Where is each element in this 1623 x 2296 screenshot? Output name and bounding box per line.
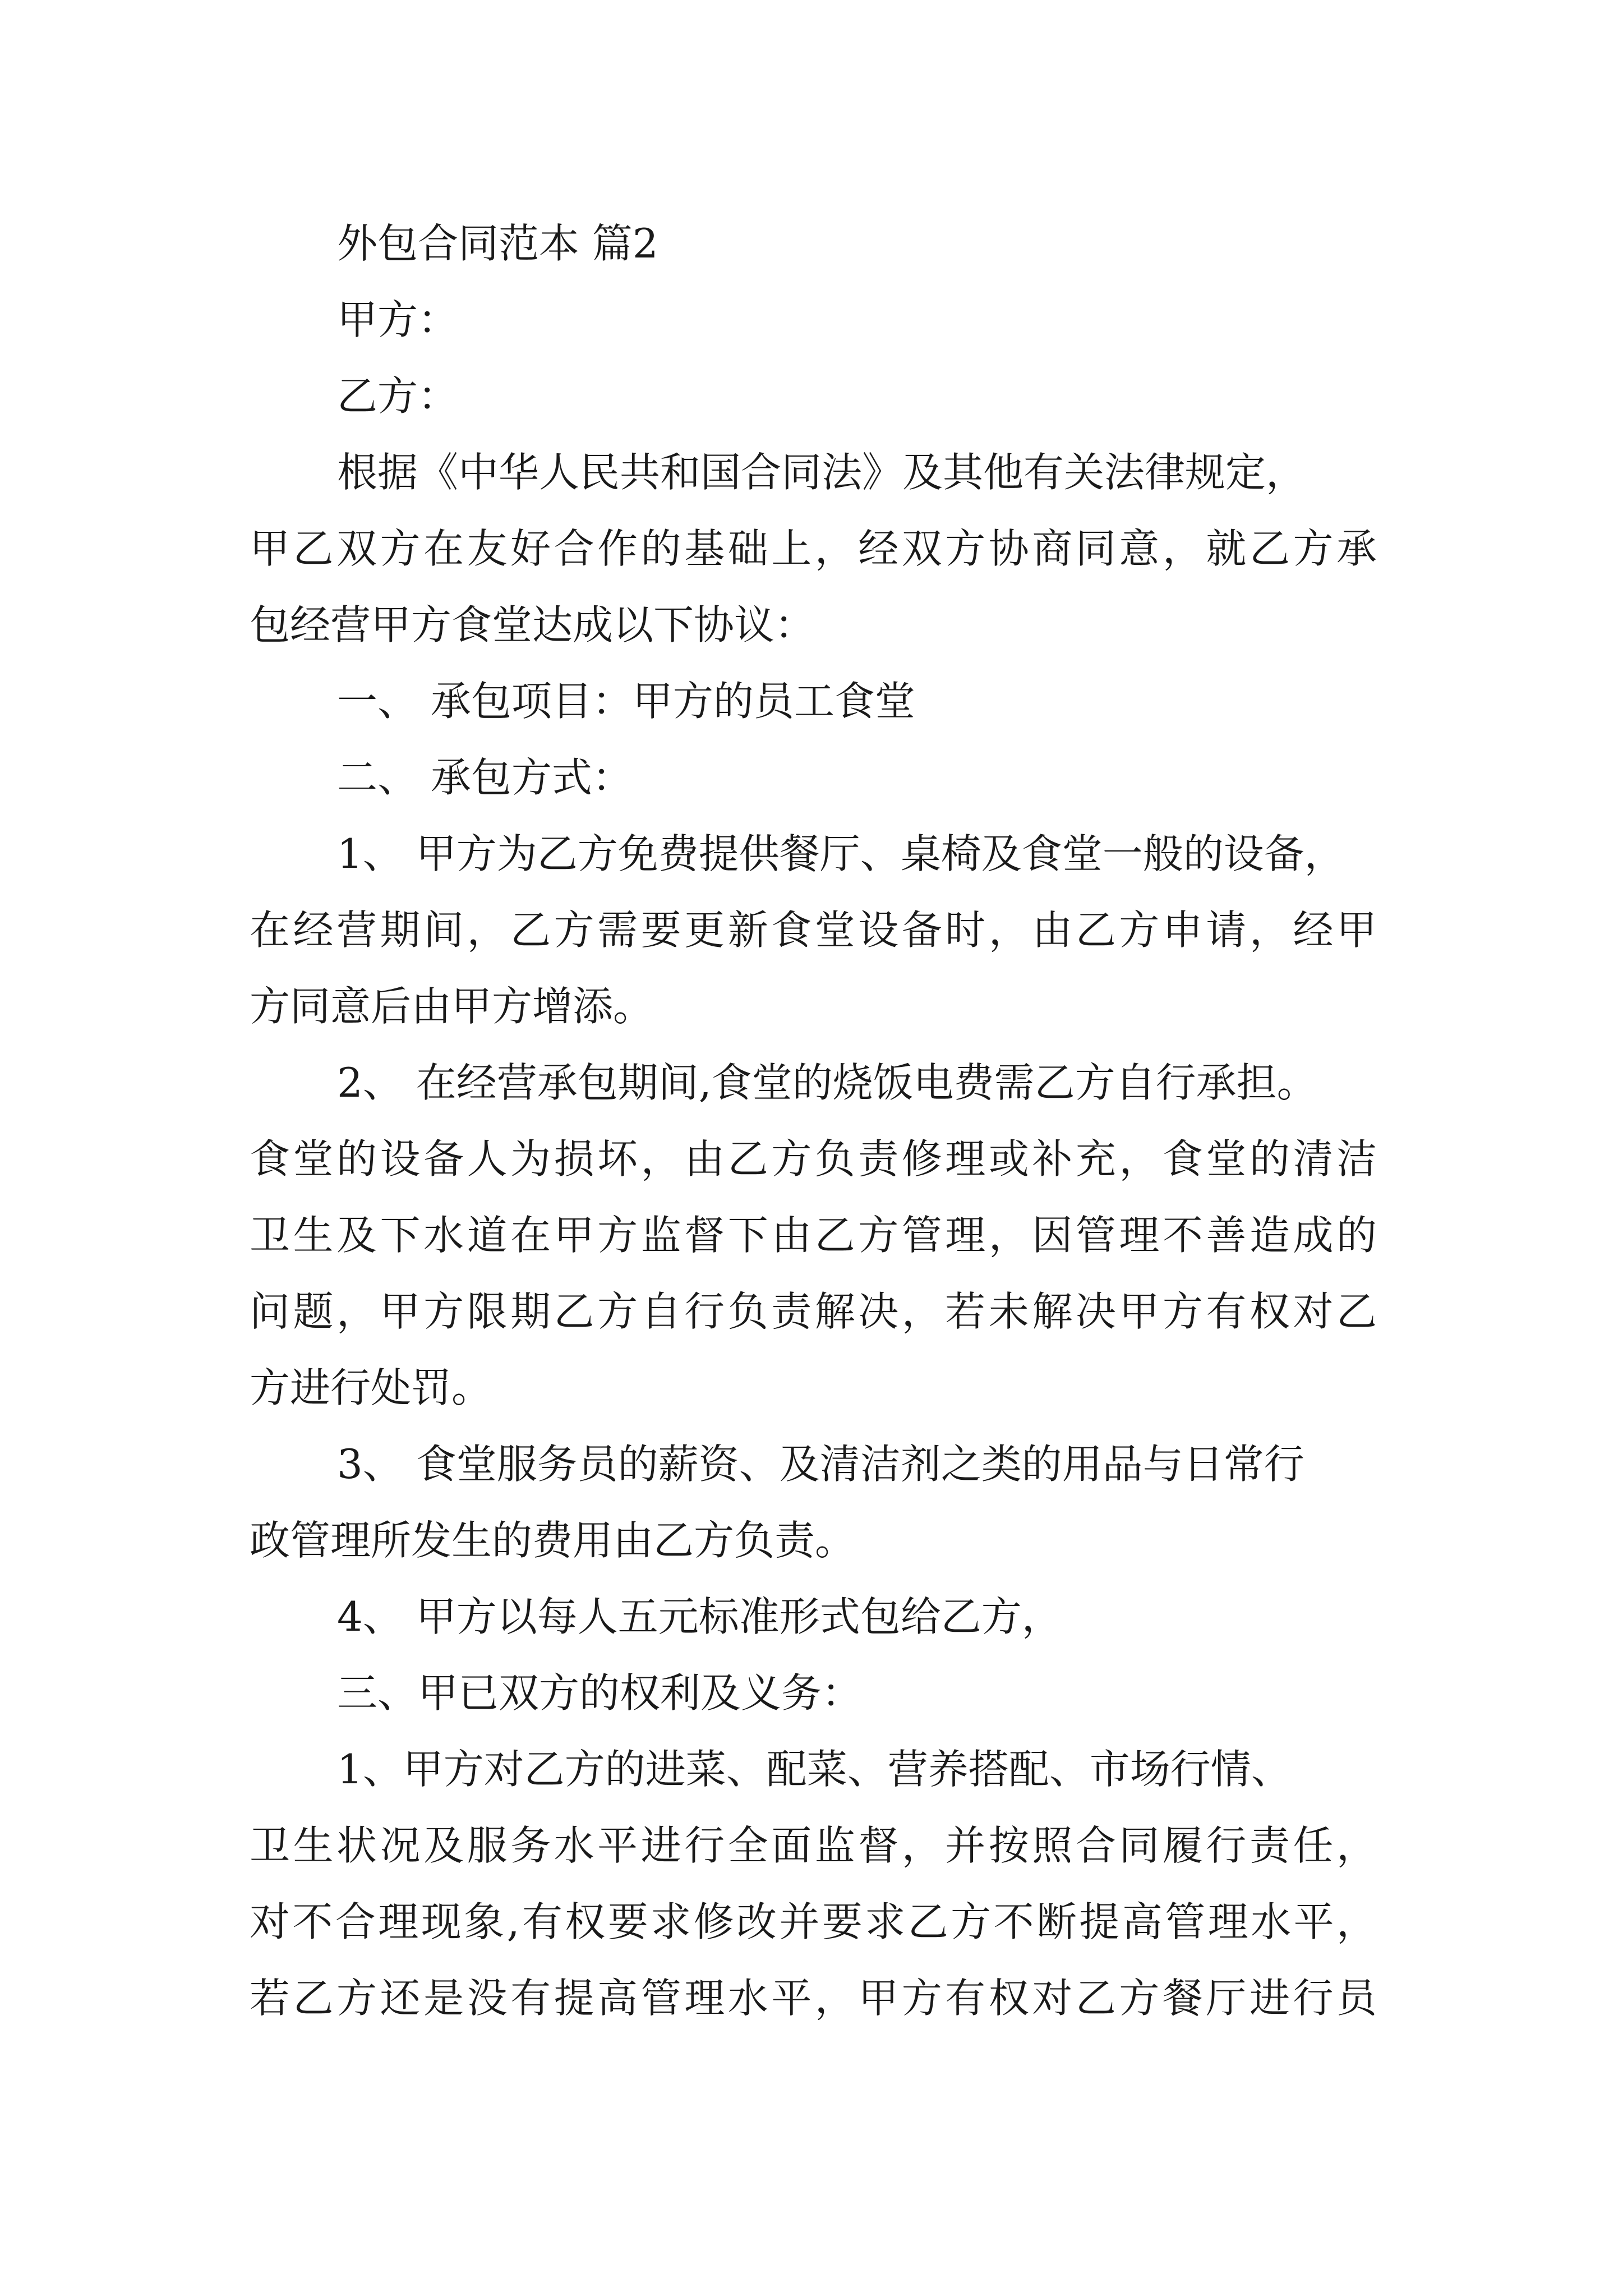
clause-line: 对不合理现象,有权要求修改并要求乙方不断提高管理水平， bbox=[250, 1898, 1377, 1945]
party-a-label: 甲方： bbox=[337, 296, 459, 343]
document-title: 外包合同范本 篇2 bbox=[337, 220, 658, 267]
clause-line: 方进行处罚。 bbox=[250, 1364, 492, 1411]
section-heading: 二、 承包方式： bbox=[337, 754, 633, 801]
clause-line: 若乙方还是没有提高管理水平，甲方有权对乙方餐厅进行员 bbox=[250, 1975, 1377, 2022]
clause-line: 4、 甲方以每人五元标准形式包给乙方， bbox=[337, 1593, 1062, 1640]
party-b-label: 乙方： bbox=[337, 372, 459, 420]
clause-line: 在经营期间，乙方需要更新食堂设备时，由乙方申请，经甲 bbox=[250, 907, 1377, 954]
preamble-line: 根据《中华人民共和国合同法》及其他有关法律规定， bbox=[337, 449, 1307, 496]
clause-line: 2、 在经营承包期间,食堂的烧饭电费需乙方自行承担。 bbox=[337, 1059, 1317, 1106]
clause-line: 问题，甲方限期乙方自行负责解决，若未解决甲方有权对乙 bbox=[250, 1288, 1377, 1335]
document-body bbox=[250, 205, 1377, 2036]
clause-line: 政管理所发生的费用由乙方负责。 bbox=[250, 1517, 856, 1564]
clause-line: 方同意后由甲方增添。 bbox=[250, 983, 654, 1030]
preamble-line: 包经营甲方食堂达成以下协议： bbox=[250, 601, 815, 648]
clause-line: 食堂的设备人为损坏，由乙方负责修理或补充，食堂的清洁 bbox=[250, 1135, 1377, 1182]
clause-line: 3、 食堂服务员的薪资、及清洁剂之类的用品与日常行 bbox=[337, 1441, 1304, 1488]
clause-line: 卫生状况及服务水平进行全面监督，并按照合同履行责任， bbox=[250, 1822, 1377, 1869]
clause-line: 卫生及下水道在甲方监督下由乙方管理，因管理不善造成的 bbox=[250, 1212, 1377, 1259]
preamble-line: 甲乙双方在友好合作的基础上，经双方协商同意，就乙方承 bbox=[250, 525, 1377, 572]
clause-line: 1、甲方对乙方的进菜、配菜、营养搭配、市场行情、 bbox=[337, 1746, 1292, 1793]
section-heading: 一、 承包项目：甲方的员工食堂 bbox=[337, 678, 915, 725]
section-heading: 三、甲已双方的权利及义务： bbox=[337, 1669, 863, 1717]
clause-line: 1、 甲方为乙方免费提供餐厅、桌椅及食堂一般的设备， bbox=[337, 830, 1345, 877]
